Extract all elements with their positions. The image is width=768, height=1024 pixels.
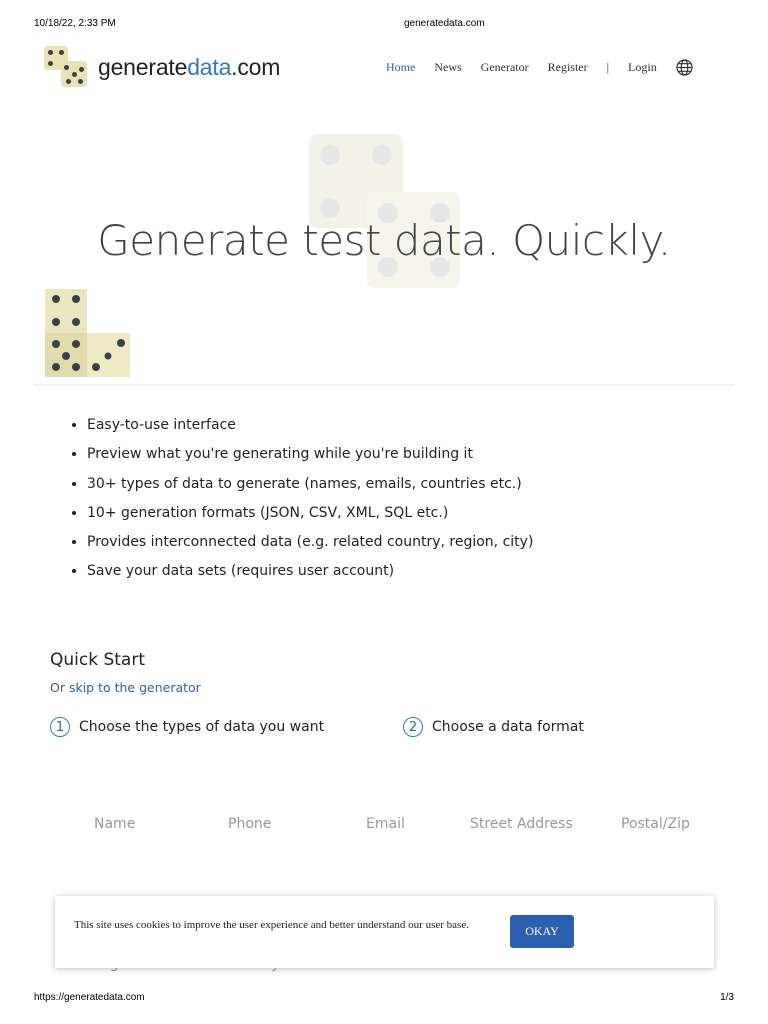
dice-logo-icon [44,46,88,88]
print-datetime: 10/18/22, 2:33 PM [34,18,116,29]
data-type-phone[interactable]: Phone [228,816,272,832]
step-2 [403,717,584,737]
step-label: Choose a data format [432,719,584,735]
step-1 [50,717,324,737]
data-type-street-address[interactable]: Street Address [470,816,573,832]
nav-login[interactable]: Login [628,60,657,74]
cookie-banner [55,896,714,968]
step-label: Choose the types of data you want [79,719,325,735]
list-item: • 10+ generation formats (JSON, CSV, XML, SQL etc.) [87,504,533,533]
nav-home[interactable]: Home [386,60,416,74]
globe-icon[interactable] [676,59,693,76]
nav-register[interactable]: Register [547,60,588,74]
logo-text: generatedata.com [98,53,281,80]
quick-start-subtitle: Or skip to the generator [50,680,201,695]
hero-divider [34,384,734,386]
nav-generator[interactable]: Generator [480,60,529,74]
list-item: • 30+ types of data to generate (names, emails, countries etc.) [87,475,533,504]
nav-separator: | [606,60,610,74]
main-nav [386,59,693,76]
data-type-name[interactable]: Name [94,816,136,832]
list-item: • Easy-to-use interface [87,416,533,445]
list-item: • Preview what you're generating while you're building it [87,445,533,474]
list-item: • Provides interconnected data (e.g. related country, region, city) [87,533,533,562]
list-item: • Save your data sets (requires user account) [87,562,533,591]
print-page-number: 1/3 [720,992,734,1003]
cookie-okay-button[interactable]: OKAY [510,915,574,948]
quick-start-title: Quick Start [50,650,146,670]
cookie-message: This site uses cookies to improve the user experience and better understand our user base. [74,919,469,931]
data-type-email[interactable]: Email [366,816,405,832]
step-number: 1 [50,717,70,737]
print-site: generatedata.com [404,18,485,29]
data-type-postal-zip[interactable]: Postal/Zip [621,816,690,832]
skip-to-generator-link[interactable]: skip to the generator [68,680,201,695]
feature-list [70,416,533,592]
nav-news[interactable]: News [434,60,462,74]
print-url: https://generatedata.com [34,992,145,1003]
hero-title: Generate test data. Quickly. [97,216,671,265]
site-logo[interactable] [44,46,280,88]
step-number: 2 [403,717,423,737]
